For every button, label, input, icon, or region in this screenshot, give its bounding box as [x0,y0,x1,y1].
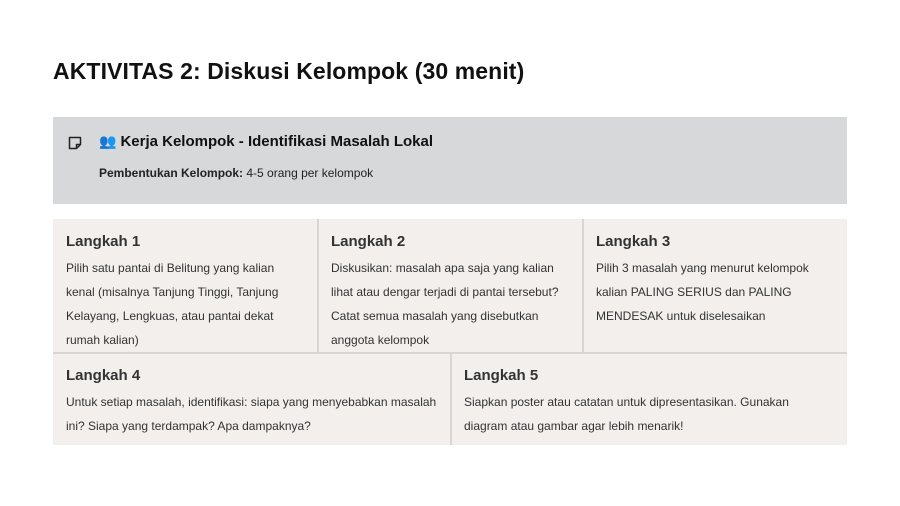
step-text: Pilih 3 masalah yang menurut kelompok kalian PALING SERIUS dan PALING MENDESAK untuk diselesaikan [596,261,809,323]
group-formation-label: Pembentukan Kelompok: [99,166,244,180]
step-card-1 [53,219,318,353]
grid-divider [317,219,319,353]
step-text: Pilih satu pantai di Belitung yang kalian kenal (misalnya Tanjung Tinggi, Tanjung Kelayang, Lengkuas, atau pantai dekat rumah kalian) [66,261,279,347]
step-card-4 [53,353,451,445]
step-title: Langkah 3 [596,233,671,250]
note-icon [67,135,83,151]
people-icon: 👥 [99,133,117,149]
step-text: Untuk setiap masalah, identifikasi: siapa yang menyebabkan masalah ini? Siapa yang terdampak? Apa dampaknya? [66,395,437,433]
step-card-3 [583,219,847,353]
callout-heading-text: Kerja Kelompok - Identifikasi Masalah Lokal [120,133,434,150]
step-title: Langkah 1 [66,233,141,250]
step-text: Diskusikan: masalah apa saja yang kalian lihat atau dengar terjadi di pantai tersebut? Catat semua masalah yang disebutkan anggota kelompok [331,261,559,347]
group-formation [99,166,373,180]
step-card-2 [318,219,583,353]
step-title: Langkah 2 [331,233,406,250]
step-title: Langkah 5 [464,367,539,384]
step-title: Langkah 4 [66,367,141,384]
group-formation-value: 4-5 orang per kelompok [246,166,374,180]
page-title: AKTIVITAS 2: Diskusi Kelompok (30 menit) [53,58,525,84]
step-text: Siapkan poster atau catatan untuk dipresentasikan. Gunakan diagram atau gambar agar lebih menarik! [464,395,789,433]
callout-heading [99,133,433,150]
step-card-5 [451,353,847,445]
grid-divider [582,219,584,353]
group-work-callout [53,117,847,204]
grid-divider [450,353,452,445]
